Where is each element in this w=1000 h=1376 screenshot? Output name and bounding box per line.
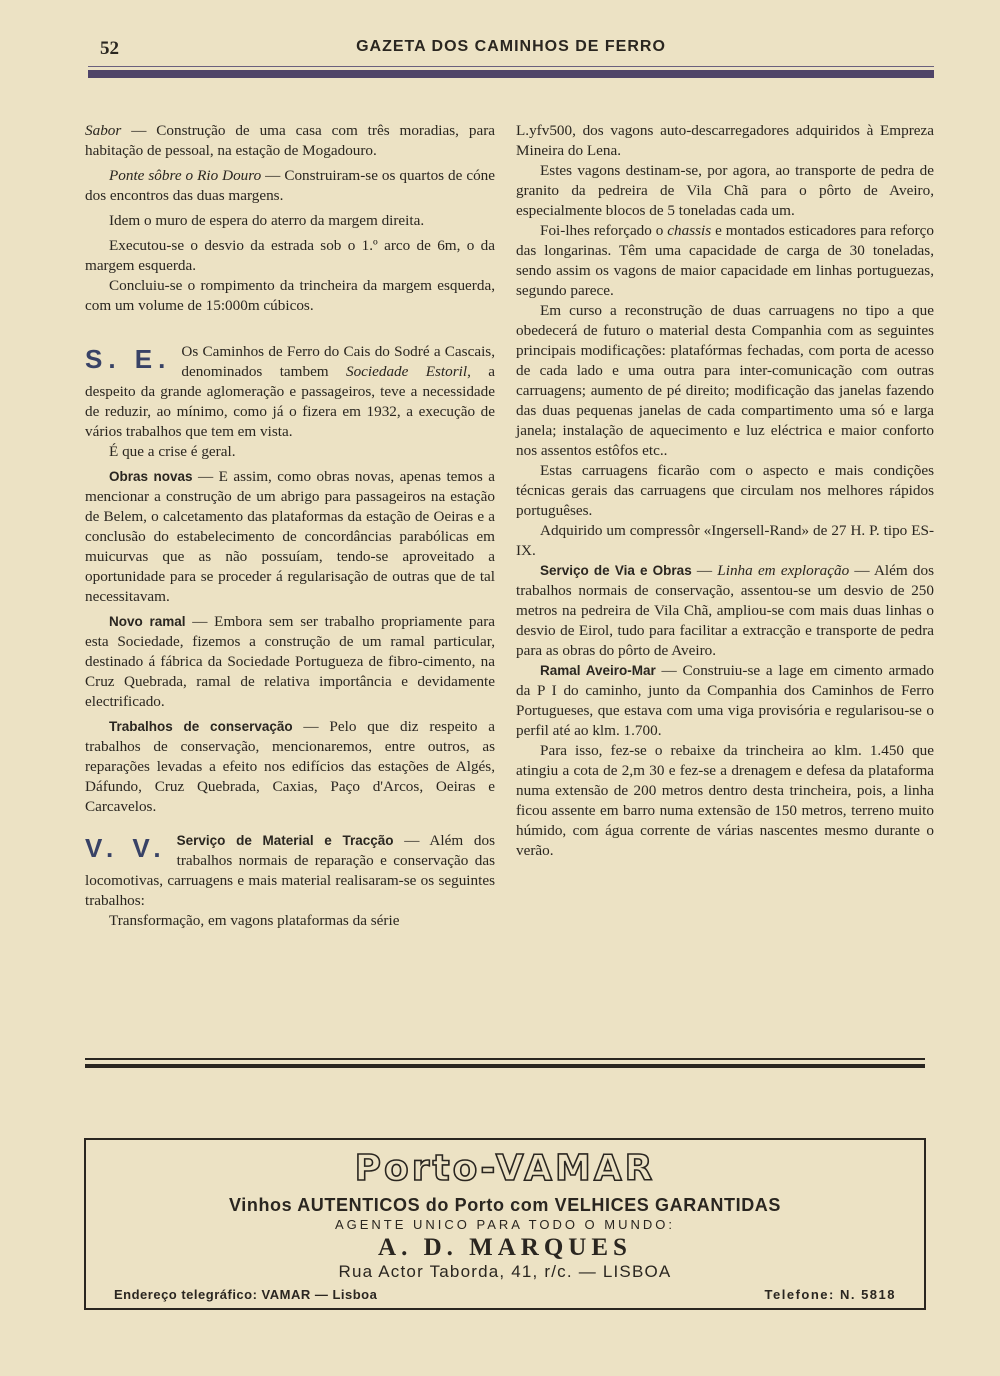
- ad-name: A. D. MARQUES: [378, 1234, 632, 1261]
- footer-rule-thick: [85, 1064, 925, 1068]
- ad-phone: Telefone: N. 5818: [764, 1287, 896, 1302]
- section-gap: [85, 817, 495, 831]
- text-chassis-italic: chassis: [667, 222, 712, 239]
- paragraph-rebaixe: Para isso, fez-se o rebaixe da trincheira ao klm. 1.450 que atingiu a cota de 2,m 30 e fez-se a drenagem e defesa da plataforma numa extensão de 200 metros dentro desta trincheira, pois, a linha ficou assente em barro numa extensão de 150 metros, terreno muito húmido, com água corrente de várias nascentes mesmo durante o verão.: [516, 742, 934, 859]
- paragraph-obras-novas: [85, 467, 495, 607]
- paragraph-novo-ramal: [85, 612, 495, 712]
- section-gap: [85, 316, 495, 342]
- text-se-2: , a despeito da grande aglomeração e passageiros, teve a necessidade de reduzir, ao mínimo, como já o fizera em 1932, a execução de vários trabalhos que tem em vista.: [85, 363, 495, 440]
- text-sabor: — Construção de uma casa com três moradias, para habitação de pessoal, na estação de Mogadouro.: [85, 122, 495, 159]
- advertisement: [84, 1138, 926, 1310]
- section-initials-vv: V. V.: [85, 833, 167, 863]
- header-rule: [88, 70, 934, 78]
- paragraph-ponte: [85, 166, 495, 206]
- journal-title: GAZETA DOS CAMINHOS DE FERRO: [356, 38, 666, 55]
- footer-rule-thin: [85, 1058, 925, 1060]
- text-conservacao: — Pelo que diz respeito a trabalhos de conservação, mencionaremos, entre outros, as reparações levadas a efeito nos edifícios das estações de Algés, Dáfundo, Cruz Quebrada, Caxias, Paço d'Arcos, Oeiras e Carcavelos.: [85, 718, 495, 815]
- text-obras-novas: — E assim, como obras novas, apenas temos a mencionar a construção de um abrigo para passageiros na estação de Belem, o calcetamento das plataformas da estação de Oeiras e a conclusão do estabelecimento de concordâncias parabólicas em muicurvas que as não possuíam, tendo-se aproveitado a oportunidade para se proceder á regularisação de outras que de tal necessitavam.: [85, 468, 495, 605]
- text-ponte: — Construiram-se os quartos de cóne dos encontros das duas margens.: [85, 167, 496, 204]
- paragraph-destino: Estes vagons destinam-se, por agora, ao transporte de pedra de granito da pedreira de Vila Chã para o pôrto de Aveiro, especialmente blocos de 5 toneladas cada um.: [516, 162, 934, 219]
- paragraph-vv: [85, 831, 495, 911]
- ad-address: Rua Actor Taborda, 41, r/c. — LISBOA: [338, 1262, 672, 1281]
- section-initials-se: S. E.: [85, 344, 172, 374]
- text-aveiro-mar: — Construiu-se a lage em cimento armado da P I do caminho, junto da Companhia dos Caminhos de Ferro Portugueses, que estava com uma viga provisória e regularisou-se o perfil até ao klm. 1.700.: [516, 662, 934, 739]
- paragraph-chassis: [516, 221, 934, 301]
- subject-ponte: Ponte sôbre o Rio Douro: [109, 167, 262, 184]
- paragraph-carruagens: Em curso a reconstrução de duas carruagens no tipo a que obedecerá de futuro o material desta Companhia com as seguintes principais modificações: platafórmas fechadas, com porta de acesso de cada lado e uma outra para inter-comunicação com outras carruagens; aumento de pé direito; modificação das janelas fazendo das duas pequenas janelas de cada compartimento uma só e larga janela; instalação de aquecimento e luz eléctrica e maior conforto nos assentos estôfos etc..: [516, 302, 934, 459]
- text-material: — Além dos trabalhos normais de reparação e conservação das locomotivas, carruagens e mais material realisaram-se os seguintes trabalhos:: [85, 832, 495, 909]
- text-chassis-a: Foi-lhes reforçado o: [540, 222, 668, 239]
- paragraph-vagons: L.yfv500, dos vagons auto-descarregadores adquiridos à Empreza Mineira do Lena.: [516, 122, 934, 159]
- text-novo-ramal: — Embora sem ser trabalho propriamente para esta Sociedade, fizemos a construção de um ramal particular, destinado á fábrica da Sociedade Portugueza de fibro-cimento, na Cruz Quebrada, ramal de relativa importância e devidamente electrificado.: [85, 613, 496, 710]
- subhead-aveiro-mar: Ramal Aveiro-Mar: [540, 663, 656, 678]
- page-number: 52: [100, 38, 119, 59]
- subhead-obras-novas: Obras novas: [109, 469, 193, 484]
- paragraph-idem: Idem o muro de espera do aterro da margem direita.: [109, 212, 425, 229]
- ad-telegraph: Endereço telegráfico: VAMAR — Lisboa: [114, 1287, 378, 1302]
- text-se-1: Os Caminhos de Ferro do Cais do Sodré a Cascais, denominados tambem: [181, 343, 495, 380]
- text-via-dash: —: [691, 562, 718, 579]
- paragraph-aveiro-mar: [516, 661, 934, 741]
- right-column: [516, 121, 934, 861]
- ad-tagline: Vinhos AUTENTICOS do Porto com VELHICES GARANTIDAS: [228, 1195, 782, 1215]
- left-column: [85, 121, 495, 931]
- page-header: [88, 36, 934, 62]
- paragraph-transformacao: Transformação, em vagons plataformas da série: [109, 912, 400, 929]
- subhead-conservacao: Trabalhos de conservação: [109, 719, 293, 734]
- paragraph-trincheira: Concluiu-se o rompimento da trincheira da margem esquerda, com um volume de 15:000m cúbicos.: [85, 277, 495, 314]
- ad-agent: AGENTE UNICO PARA TODO O MUNDO:: [334, 1217, 676, 1232]
- subject-sabor: Sabor: [85, 122, 122, 139]
- paragraph-sabor: [85, 121, 495, 161]
- header-rule-thin: [88, 66, 934, 67]
- ad-brand: Porto-VAMAR: [354, 1148, 656, 1189]
- text-chassis-b: e montados esticadores para reforço das longarinas. Têm uma capacidade de carga de 30 toneladas, sendo assim os vagons de maior capacidade em linhas portuguezas, segundo parece.: [516, 222, 934, 299]
- paragraph-crise: É que a crise é geral.: [109, 443, 236, 460]
- paragraph-se: [85, 342, 495, 442]
- paragraph-compressor: Adquirido um compressôr «Ingersell-Rand» de 27 H. P. tipo ES-IX.: [516, 522, 934, 559]
- subhead-material: Serviço de Material e Tracção: [176, 833, 394, 848]
- text-se-italic: Sociedade Estoril: [345, 363, 468, 380]
- text-via-italic: Linha em exploração: [717, 562, 850, 579]
- text-via-obras: — Além dos trabalhos normais de conservação, assentou-se um desvio de 250 metros na pedreira de Vila Chã, ampliou-se com mais duas linhas o desvio de Eirol, tudo para facilitar a extracção e transporte de pedra para as obras do pôrto de Aveiro.: [516, 562, 934, 659]
- subhead-novo-ramal: Novo ramal: [109, 614, 186, 629]
- paragraph-via-obras: [516, 561, 934, 661]
- subhead-via-obras: Serviço de Via e Obras: [540, 563, 692, 578]
- paragraph-conservacao: [85, 717, 495, 817]
- paragraph-aspecto: Estas carruagens ficarão com o aspecto e mais condições técnicas gerais das carruagens que circulam nos melhores rápidos portuguêses.: [516, 462, 934, 519]
- paragraph-desvio: Executou-se o desvio da estrada sob o 1.º arco de 6m, o da margem esquerda.: [85, 237, 495, 274]
